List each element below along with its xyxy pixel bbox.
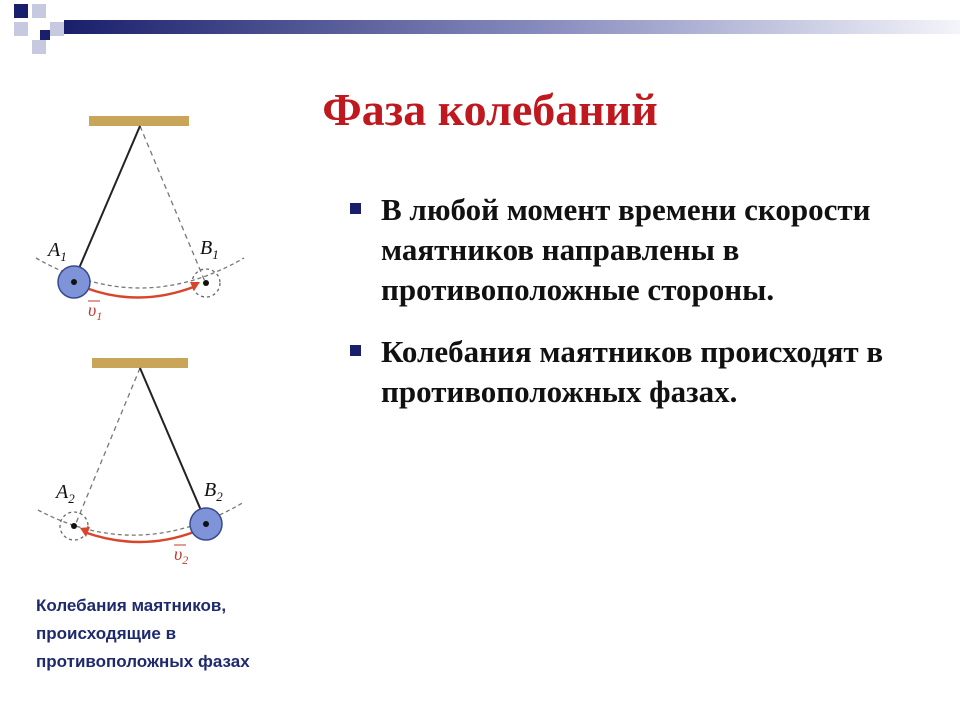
pendulum-figure-top [0, 100, 260, 330]
header-gradient-bar [64, 20, 960, 34]
point-label-right: $B_2$ [204, 479, 223, 504]
velocity-label: $\upsilon_2$ [174, 544, 189, 567]
square-bullet-icon [350, 203, 361, 214]
point-label-right: $B_1$ [200, 237, 219, 262]
pendulum-figure-bottom [0, 342, 260, 572]
bob-center [203, 521, 209, 527]
page-title: Фаза колебаний [322, 84, 658, 135]
suspension-beam [92, 358, 188, 368]
bob-center [71, 279, 77, 285]
ghost-bob-center [203, 280, 209, 286]
square-bullet-icon [350, 345, 361, 356]
bullet-text-2: Колебания маятников происходят в противоположных фазах. [381, 334, 884, 409]
pendulum-string [140, 368, 206, 522]
bullet-text-1: В любой момент времени скорости маятников направлены в противоположные стороны. [381, 192, 871, 307]
velocity-label: $\upsilon_1$ [88, 300, 103, 323]
velocity-arrow [84, 532, 194, 542]
pendulum-string-dashed [140, 126, 206, 284]
bullet-list [345, 190, 935, 434]
point-label-left: $A_1$ [48, 239, 67, 264]
bullet-item-2 [345, 332, 935, 412]
suspension-beam [89, 116, 189, 126]
ghost-bob-center [71, 523, 77, 529]
header-decoration [0, 0, 960, 60]
velocity-arrow [86, 286, 196, 298]
point-label-left: $A_2$ [56, 481, 75, 506]
velocity-arrow-head [80, 527, 90, 537]
pendulum-string-dashed [74, 368, 140, 528]
pendulum-string [74, 126, 140, 280]
corner-squares-icon [14, 4, 64, 54]
bullet-item-1 [345, 190, 935, 310]
figure-caption: Колебания маятников, происходящие в противоположных фазах [36, 596, 250, 671]
